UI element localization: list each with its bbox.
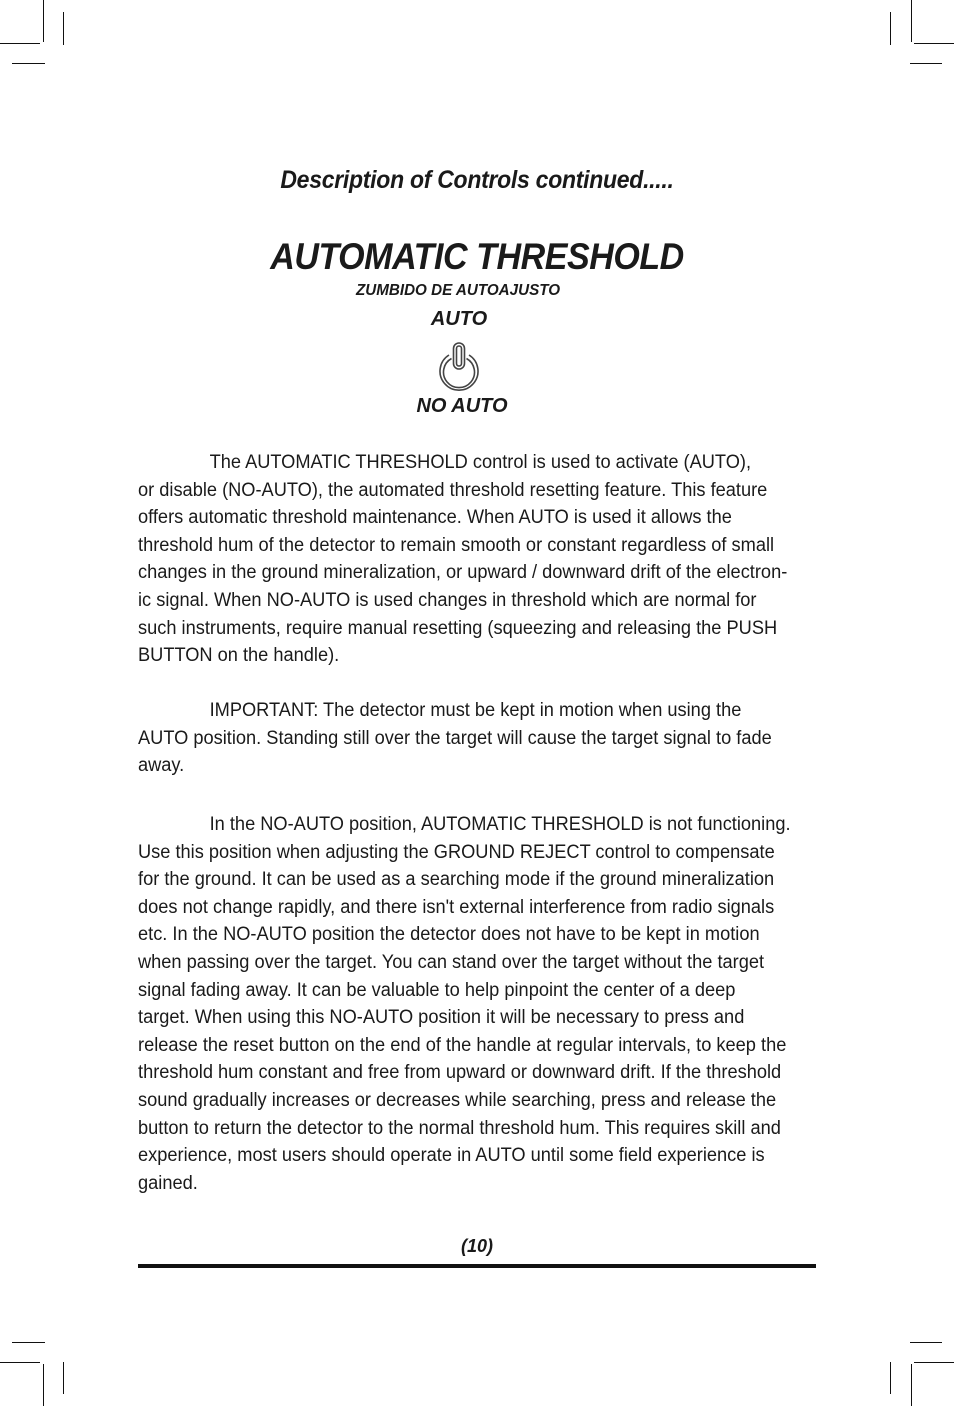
text-line: The AUTOMATIC THRESHOLD control is used to activate (AUTO), xyxy=(209,451,752,473)
crop-mark xyxy=(0,43,40,44)
text-line: signal fading away. It can be valuable to help pinpoint the center of a deep xyxy=(138,978,736,1001)
page-title: AUTOMATIC THRESHOLD xyxy=(270,236,684,277)
crop-mark xyxy=(890,1362,891,1394)
crop-mark xyxy=(911,0,912,42)
crop-mark xyxy=(914,1362,954,1363)
text-line: away. xyxy=(138,754,185,777)
text-line: experience, most users should operate in AUTO until some field experience is xyxy=(138,1144,765,1167)
crop-mark xyxy=(910,1342,942,1343)
crop-mark xyxy=(12,1342,45,1343)
paragraph-important xyxy=(138,697,780,780)
text-line: or disable (NO-AUTO), the automated threshold resetting feature. This feature xyxy=(138,478,768,501)
page-number: (10) xyxy=(460,1236,493,1256)
crop-mark xyxy=(910,63,942,64)
text-line: offers automatic threshold maintenance. When AUTO is used it allows the xyxy=(138,506,732,529)
crop-mark xyxy=(12,63,45,64)
text-line: ic signal. When NO-AUTO is used changes in threshold which are normal for xyxy=(138,588,757,611)
text-line: changes in the ground mineralization, or upward / downward drift of the electron- xyxy=(138,561,788,584)
power-icon xyxy=(434,341,484,393)
text-line: Use this position when adjusting the GROUND REJECT control to compensate xyxy=(138,840,775,863)
text-line: such instruments, require manual resetting (squeezing and releasing the PUSH xyxy=(138,616,778,639)
text-line: AUTO position. Standing still over the target will cause the target signal to fade xyxy=(138,726,772,749)
crop-mark xyxy=(0,1362,40,1363)
text-line: etc. In the NO-AUTO position the detector does not have to be kept in motion xyxy=(138,923,760,946)
section-subtitle: Description of Controls continued..... xyxy=(280,166,674,194)
auto-position-label: AUTO xyxy=(430,308,488,330)
crop-mark xyxy=(914,43,954,44)
text-line: threshold hum of the detector to remain smooth or constant regardless of small xyxy=(138,533,775,556)
crop-mark xyxy=(63,1362,64,1394)
no-auto-position-label: NO AUTO xyxy=(416,395,508,417)
text-line: IMPORTANT: The detector must be kept in motion when using the xyxy=(209,699,742,721)
text-line: release the reset button on the end of the handle at regular intervals, to keep the xyxy=(138,1033,787,1056)
paragraph-no-auto xyxy=(138,811,791,1197)
text-line: threshold hum constant and free from upward or downward drift. If the threshold xyxy=(138,1061,782,1084)
crop-mark xyxy=(43,0,44,42)
crop-mark xyxy=(911,1364,912,1406)
spanish-label: ZUMBIDO DE AUTOAJUSTO xyxy=(355,282,561,299)
text-line: sound gradually increases or decreases while searching, press and release the xyxy=(138,1088,777,1111)
text-line: target. When using this NO-AUTO position it will be necessary to press and xyxy=(138,1006,745,1029)
text-line: gained. xyxy=(138,1171,198,1194)
footer-rule xyxy=(138,1264,816,1268)
text-line: In the NO-AUTO position, AUTOMATIC THRESHOLD is not functioning. xyxy=(209,813,791,835)
crop-mark xyxy=(63,12,64,45)
text-line: when passing over the target. You can stand over the target without the target xyxy=(138,950,765,973)
crop-mark xyxy=(890,12,891,45)
text-line: does not change rapidly, and there isn't external interference from radio signals xyxy=(138,895,775,918)
text-line: button to return the detector to the normal threshold hum. This requires skill and xyxy=(138,1116,781,1139)
crop-mark xyxy=(43,1364,44,1406)
text-line: for the ground. It can be used as a searching mode if the ground mineralization xyxy=(138,868,775,891)
paragraph-auto-description xyxy=(138,449,788,670)
text-line: BUTTON on the handle). xyxy=(138,644,340,667)
